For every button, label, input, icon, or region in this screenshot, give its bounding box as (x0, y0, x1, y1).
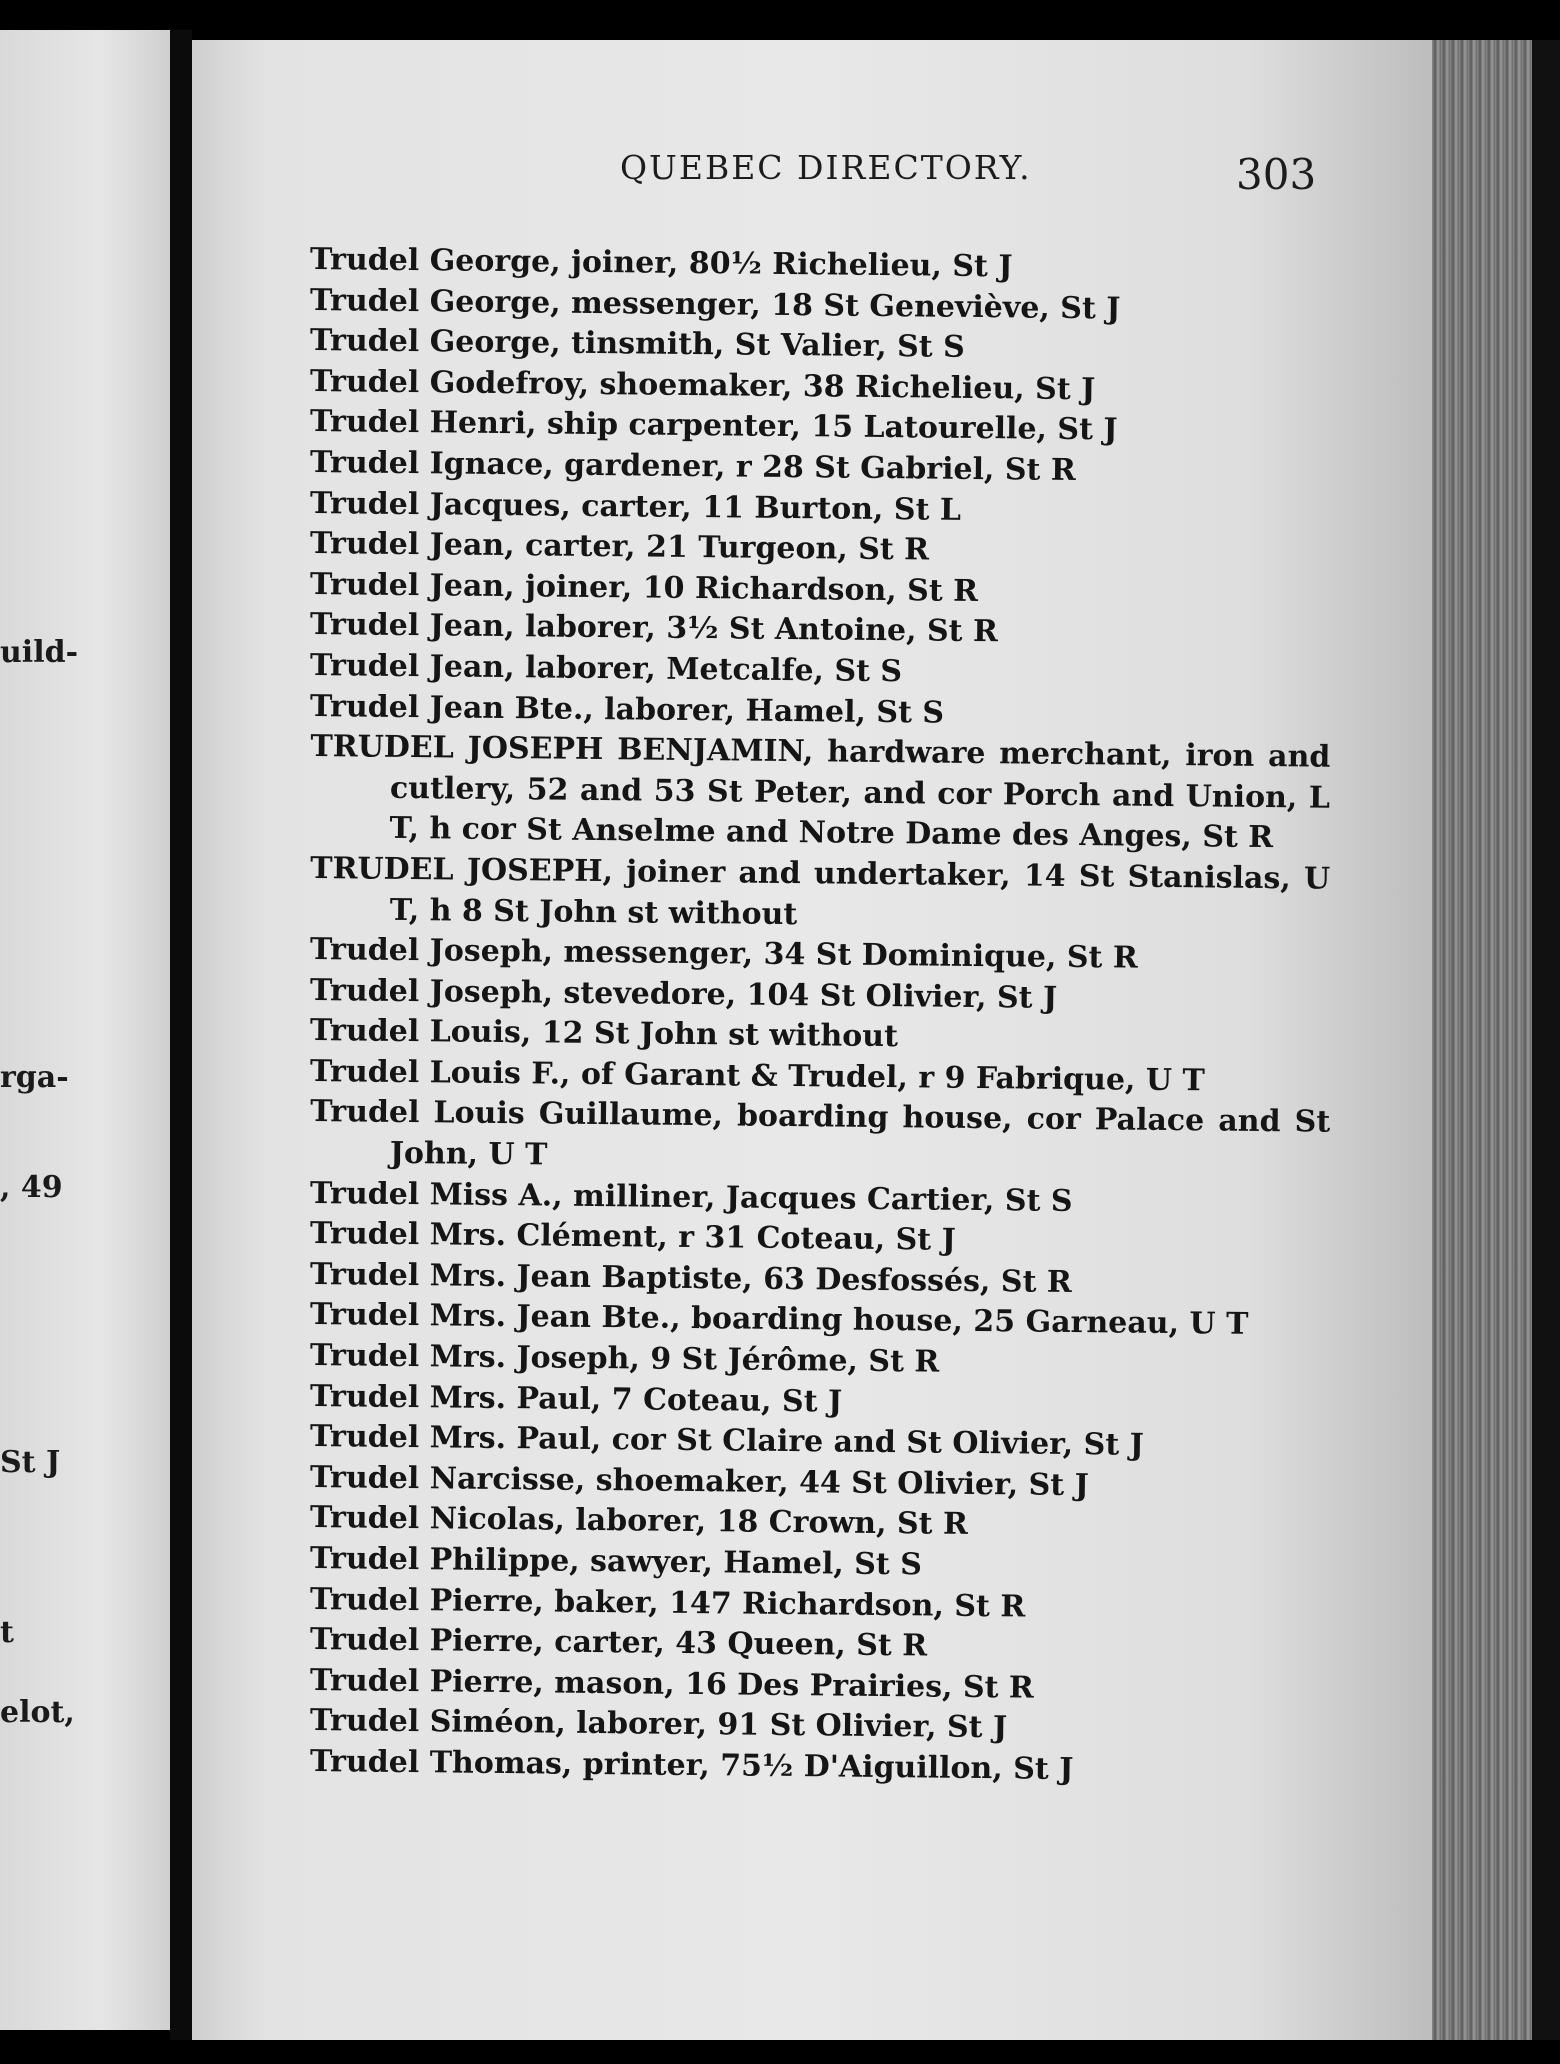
directory-entry: Trudel Philippe, sawyer, Hamel, St S (309, 1541, 923, 1583)
directory-entry: Trudel Jean, joiner, 10 Richardson, St R (309, 566, 979, 609)
running-header: QUEBEC DIRECTORY. (620, 148, 1032, 187)
directory-entry: Trudel Jean, carter, 21 Turgeon, St R (309, 526, 930, 568)
directory-entry: Trudel Joseph, stevedore, 104 St Olivier, St J (309, 972, 1058, 1016)
left-page-fragment: St J (0, 1445, 61, 1480)
directory-entry: Trudel Mrs. Paul, 7 Coteau, St J (309, 1378, 843, 1420)
page-number: 303 (1236, 150, 1317, 199)
directory-entry: Trudel Mrs. Paul, cor St Claire and St Olivier, St J (309, 1419, 1144, 1463)
directory-entry: Trudel Mrs. Joseph, 9 St Jérôme, St R (309, 1338, 940, 1380)
directory-entry: Trudel Joseph, messenger, 34 St Dominique, St R (309, 932, 1138, 976)
left-page-fragment: t (0, 1615, 14, 1650)
directory-entry: Trudel Louis F., of Garant & Trudel, r 9 Fabrique, U T (309, 1053, 1206, 1099)
directory-entry: Trudel Pierre, mason, 16 Des Prairies, St R (309, 1662, 1035, 1706)
directory-entry: Trudel Pierre, carter, 43 Queen, St R (309, 1622, 928, 1664)
directory-entry: Trudel George, messenger, 18 St Geneviève, St J (309, 282, 1121, 327)
directory-entry: Trudel Jean, laborer, Metcalfe, St S (309, 647, 903, 690)
left-facing-page (0, 30, 170, 2030)
directory-entry: Trudel Mrs. Clément, r 31 Coteau, St J (309, 1216, 956, 1259)
book-gutter (170, 30, 192, 2040)
directory-entry: Trudel Godefroy, shoemaker, 38 Richelieu, St J (309, 363, 1096, 408)
directory-entry: Trudel Thomas, printer, 75½ D'Aiguillon, St J (309, 1743, 1074, 1787)
directory-entry: Trudel Mrs. Jean Baptiste, 63 Desfossés, St R (309, 1256, 1072, 1300)
directory-entry: Trudel Jean Bte., laborer, Hamel, St S (309, 688, 945, 731)
left-page-fragment: rga- (0, 1060, 69, 1095)
left-page-fragment: , 49 (0, 1170, 63, 1205)
directory-entry: Trudel Narcisse, shoemaker, 44 St Olivier, St J (309, 1459, 1089, 1503)
directory-entry: Trudel Mrs. Jean Bte., boarding house, 25 Garneau, U T (309, 1297, 1249, 1343)
directory-entry-multiline: Trudel Louis Guillaume, boarding house, cor Palace and St John, U T (310, 1094, 1331, 1173)
directory-entry: Trudel Nicolas, laborer, 18 Crown, St R (309, 1500, 969, 1543)
directory-entry: Trudel Miss A., milliner, Jacques Cartier, St S (309, 1175, 1073, 1219)
directory-entries (309, 240, 1331, 1787)
directory-entry: Trudel Henri, ship carpenter, 15 Latourelle, St J (309, 404, 1118, 448)
directory-entry: Trudel George, joiner, 80½ Richelieu, St J (309, 242, 1013, 285)
directory-entry: Trudel George, tinsmith, St Valier, St S (309, 323, 965, 366)
directory-entry-multiline: TRUDEL JOSEPH, joiner and undertaker, 14 St Stanislas, U T, h 8 St John st without (310, 850, 1331, 932)
directory-entry: Trudel Louis, 12 St John st without (309, 1013, 899, 1055)
directory-entry: Trudel Jacques, carter, 11 Burton, St L (309, 485, 962, 528)
directory-entry-multiline: TRUDEL JOSEPH BENJAMIN, hardware merchant, iron and cutlery, 52 and 53 St Peter, and cor Porch and Union, L T, h cor St Anselme and Notre Dame des Anges, St R (310, 729, 1331, 856)
left-page-fragment: uild- (0, 635, 79, 670)
directory-entry: Trudel Ignace, gardener, r 28 St Gabriel, St R (309, 444, 1076, 488)
left-page-fragment: elot, (0, 1695, 75, 1730)
directory-entry: Trudel Jean, laborer, 3½ St Antoine, St R (309, 607, 999, 650)
page-edges (1432, 40, 1532, 2040)
directory-entry: Trudel Pierre, baker, 147 Richardson, St R (309, 1581, 1026, 1625)
book-edge (1532, 40, 1560, 2040)
directory-entry: Trudel Siméon, laborer, 91 St Olivier, St J (309, 1703, 1008, 1746)
